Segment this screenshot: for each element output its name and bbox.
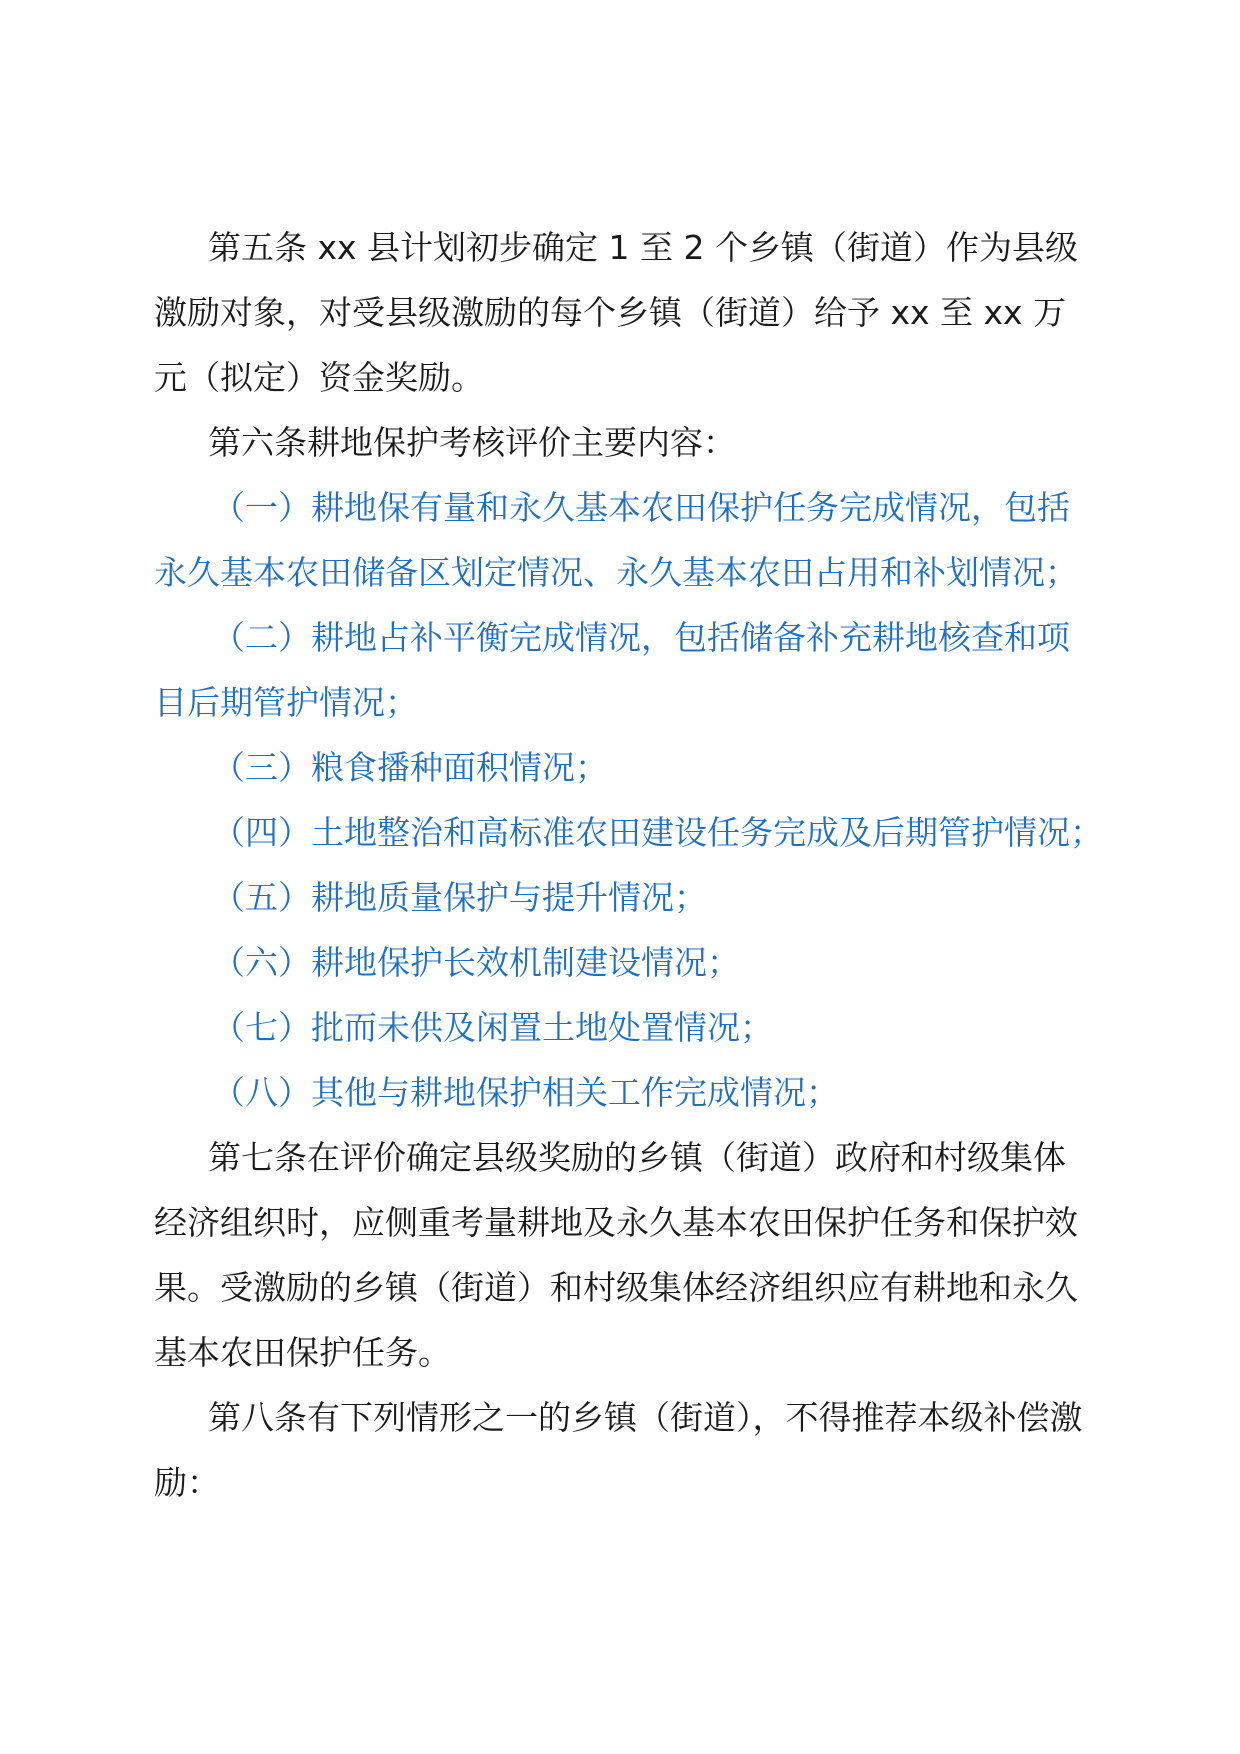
- article-6-item-6: （六）耕地保护长效机制建设情况；: [212, 943, 740, 982]
- article-8-paragraph: 第八条有下列情形之一的乡镇（街道），不得推荐本级补偿激励：: [154, 1398, 1083, 1502]
- article-5-paragraph: 第五条 xx 县计划初步确定 1 至 2 个乡镇（街道）作为县级激励对象，对受县级激励的每个乡镇（街道）给予 xx 至 xx 万元（拟定）资金奖励。: [154, 228, 1078, 397]
- article-6-item-7: （七）批而未供及闲置土地处置情况；: [212, 1008, 773, 1047]
- article-7-paragraph: 第七条在评价确定县级奖励的乡镇（街道）政府和村级集体经济组织时，应侧重考量耕地及永久基本农田保护任务和保护效果。受激励的乡镇（街道）和村级集体经济组织应有耕地和永久基本农田保护任务。: [154, 1138, 1078, 1372]
- article-6-item-2: （二）耕地占补平衡完成情况，包括储备补充耕地核查和项目后期管护情况；: [154, 618, 1070, 722]
- article-6-item-1: （一）耕地保有量和永久基本农田保护任务完成情况，包括永久基本农田储备区划定情况、永久基本农田占用和补划情况；: [154, 488, 1078, 592]
- document-body: [154, 215, 1103, 1515]
- article-6-item-8: （八）其他与耕地保护相关工作完成情况；: [212, 1073, 839, 1112]
- article-6-item-5: （五）耕地质量保护与提升情况；: [212, 878, 707, 917]
- article-6-heading: 第六条耕地保护考核评价主要内容：: [208, 423, 736, 462]
- article-6-item-3: （三）粮食播种面积情况；: [212, 748, 608, 787]
- article-6-item-4: （四）土地整治和高标准农田建设任务完成及后期管护情况；: [212, 813, 1103, 852]
